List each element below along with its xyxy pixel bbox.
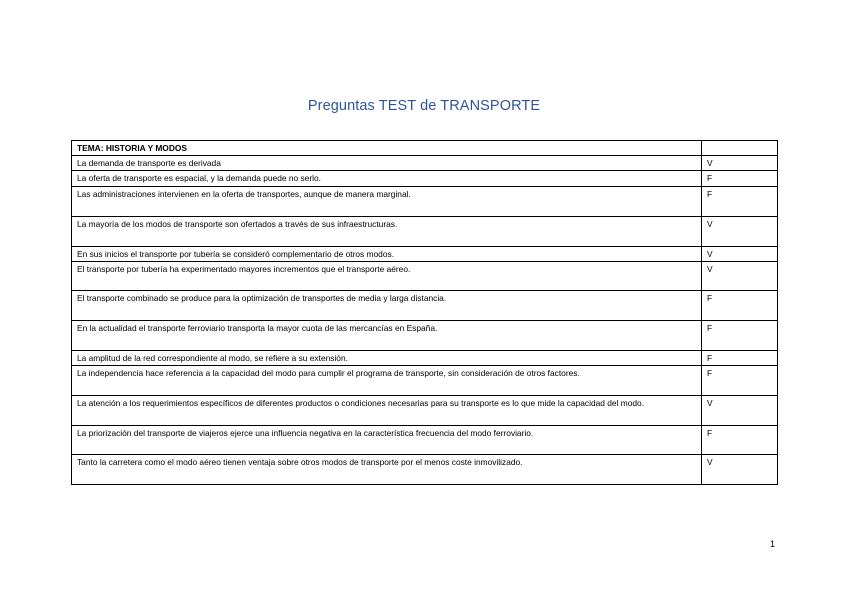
question-cell: La oferta de transporte es espacial, y la demanda puede no serlo. <box>72 171 702 187</box>
question-cell: Tanto la carretera como el modo aéreo tienen ventaja sobre otros modos de transporte por el menos coste inmovilizado. <box>72 455 702 485</box>
question-cell: La amplitud de la red correspondiente al modo, se refiere a su extensión. <box>72 351 702 366</box>
question-cell: La independencia hace referencia a la capacidad del modo para cumplir el programa de transporte, sin consideración de otros factores. <box>72 366 702 396</box>
question-cell: La priorización del transporte de viajeros ejerce una influencia negativa en la característica frecuencia del modo ferroviario. <box>72 426 702 455</box>
table-row <box>72 247 778 262</box>
answer-cell: F <box>702 426 778 455</box>
question-cell: Las administraciones intervienen en la oferta de transportes, aunque de manera marginal. <box>72 187 702 217</box>
table-row <box>72 262 778 291</box>
answer-cell: F <box>702 291 778 321</box>
table-row <box>72 426 778 455</box>
table-row <box>72 291 778 321</box>
answer-cell: V <box>702 217 778 247</box>
answer-cell: F <box>702 366 778 396</box>
table-row <box>72 217 778 247</box>
table-header-row <box>72 141 778 156</box>
answer-cell: F <box>702 351 778 366</box>
answer-cell: F <box>702 187 778 217</box>
table-row <box>72 351 778 366</box>
table-row <box>72 187 778 217</box>
topic-header: TEMA: HISTORIA Y MODOS <box>72 141 702 156</box>
answer-cell: V <box>702 455 778 485</box>
answer-cell: F <box>702 321 778 351</box>
questions-table <box>71 140 778 485</box>
table-row <box>72 321 778 351</box>
table-row <box>72 171 778 187</box>
table-row <box>72 455 778 485</box>
answer-cell: V <box>702 396 778 426</box>
page-number: 1 <box>770 539 776 549</box>
question-cell: El transporte por tubería ha experimentado mayores incrementos que el transporte aéreo. <box>72 262 702 291</box>
answer-cell: V <box>702 156 778 171</box>
table-row <box>72 396 778 426</box>
document-title: Preguntas TEST de TRANSPORTE <box>307 98 541 114</box>
question-cell: En la actualidad el transporte ferroviario transporta la mayor cuota de las mercancías en España. <box>72 321 702 351</box>
answer-cell: F <box>702 171 778 187</box>
table-row <box>72 156 778 171</box>
question-cell: La mayoría de los modos de transporte son ofertados a través de sus infraestructuras. <box>72 217 702 247</box>
question-cell: El transporte combinado se produce para la optimización de transportes de media y larga distancia. <box>72 291 702 321</box>
answer-cell: V <box>702 247 778 262</box>
table-row <box>72 366 778 396</box>
question-cell: En sus inicios el transporte por tubería se consideró complementario de otros modos. <box>72 247 702 262</box>
answer-cell: V <box>702 262 778 291</box>
question-cell: La demanda de transporte es derivada <box>72 156 702 171</box>
answer-header <box>702 141 778 156</box>
question-cell: La atención a los requerimientos específicos de diferentes productos o condiciones necesarias para su transporte es lo que mide la capacidad del modo. <box>72 396 702 426</box>
